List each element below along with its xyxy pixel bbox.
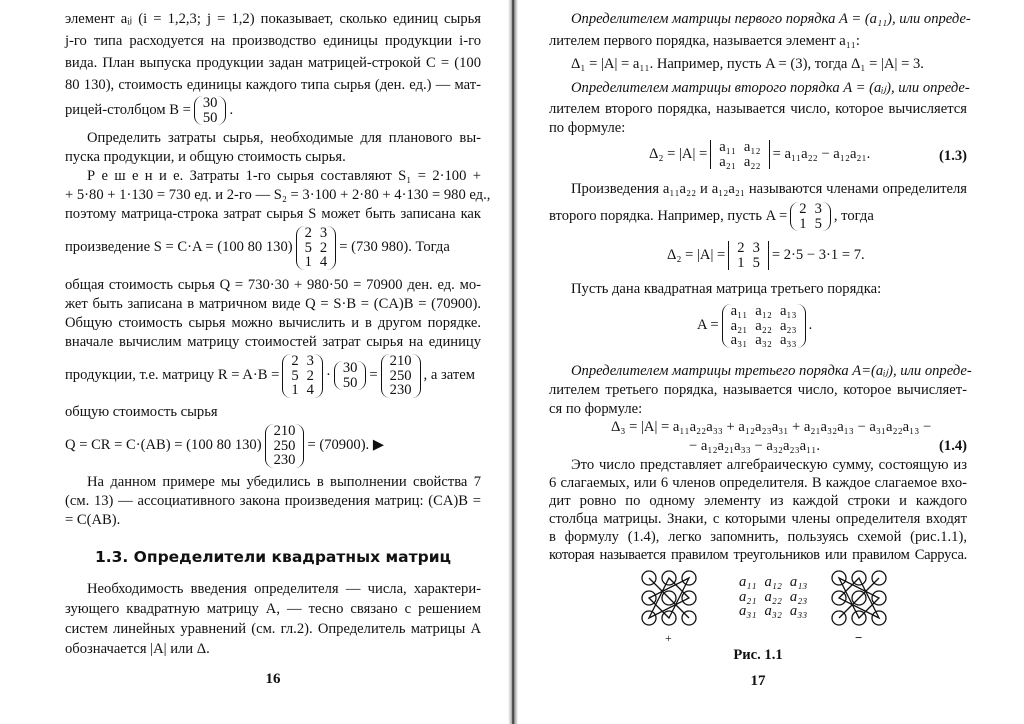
text: Δ₂ = |A| = [649, 145, 708, 162]
page-17 [549, 0, 972, 724]
matrix-cell: 3 [319, 225, 328, 241]
text-line: вначале вычислим матрицу стоимостей затрат сырья на единицу [65, 334, 481, 350]
figure-caption: Рис. 1.1 [733, 647, 783, 663]
matrix-a [296, 226, 337, 270]
matrix-column [727, 304, 752, 348]
book-spine [508, 0, 518, 724]
matrix-cell: a₃₃ [779, 332, 797, 348]
text-line: Произведения a₁₁a₂₂ и a₁₂a₂₁ называются членами определителя [571, 181, 967, 197]
page-number: 17 [750, 673, 766, 689]
text-line: + 5·80 + 1·130 = 730 ед. и 2-го — S₂ = 3·100 + 2·80 + 4·130 = 980 ед., [65, 187, 491, 203]
matrix-column [760, 575, 785, 619]
equation-number: (1.3) [939, 148, 967, 164]
text: Q = CR = C·(AB) = (100 80 130) [65, 437, 262, 454]
matrix-cell: 250 [389, 367, 412, 384]
text: = [369, 367, 378, 384]
text-line: На данном примере мы убедились в выполнении свойства 7 [87, 474, 481, 490]
matrix-a3 [722, 304, 806, 348]
matrix-cell: 210 [273, 423, 296, 439]
formula-line: Δ₃ = |A| = a₁₁a₂₂a₃₃ + a₁₂a₂₃a₃₁ + a₂₁a₃₂a₁₃ − a₃₁a₂₂a₁₃ − [611, 419, 932, 435]
matrix-cell: a₂₂ [755, 317, 772, 334]
text-line: лителем второго порядка, называется число, которое вычисляется [549, 101, 967, 117]
text-line: ся по формуле: [549, 401, 643, 417]
definition-line: Определителем матрицы третьего порядка A=(aᵢⱼ), или опреде- [571, 363, 972, 379]
text-line: 80 130), стоимость единицы каждого типа сырья (ден. ед.) — мат- [65, 77, 481, 93]
determinant-2x2 [710, 140, 769, 169]
text-line: которая называется правилом треугольников или правилом Сарруса. [549, 547, 967, 563]
matrix-cell: 3 [306, 353, 314, 369]
matrix-cell: a₂₃ [779, 317, 797, 334]
matrix-cell: 50 [342, 374, 358, 391]
text-line: лителем первого порядка, называется элемент a₁₁: [549, 33, 860, 49]
matrix-cell: a₁₁ [739, 574, 757, 590]
matrix-cell: 230 [273, 452, 296, 468]
text: Δ₂ = |A| = [667, 246, 726, 263]
matrix-cell: 2 [319, 239, 328, 256]
matrix-cell: 230 [389, 382, 412, 398]
matrix-cell: 1 [799, 215, 807, 232]
matrix-column [811, 202, 826, 231]
text: продукции, т.е. матрицу R = A·B = [65, 367, 280, 384]
text-line: в формулу (1.4), легко запомнить, пользуясь схемой (рис.1.1), [549, 529, 967, 545]
text-line: Необходимость введения определителя — числа, характери- [87, 581, 481, 597]
matrix-cell: 3 [752, 240, 760, 256]
matrix-r [265, 424, 305, 468]
matrix-column [303, 354, 318, 398]
matrix-column [751, 304, 776, 348]
matrix-cell: a₂₂ [764, 588, 782, 605]
formula-line [549, 437, 967, 455]
sarrus-matrix-elements [730, 575, 816, 619]
text-line: жет быть записана в матричном виде Q = S·B = (CA)B = (70900). [65, 296, 481, 312]
matrix-column [735, 575, 760, 619]
matrix-cell: 4 [319, 254, 328, 270]
text-line: Определить затраты сырья, необходимые для планового вы- [87, 130, 481, 146]
page-number: 16 [265, 671, 281, 687]
matrix-cell: a₁₁ [730, 303, 748, 319]
matrix-column [795, 202, 810, 231]
determinant-2x2 [728, 241, 769, 270]
formula-line [65, 424, 481, 468]
text-line: общая стоимость сырья Q = 730·30 + 980·50 = 70900 ден. ед. мо- [65, 277, 481, 293]
matrix-column [786, 575, 811, 619]
matrix-cell: 2 [306, 367, 314, 384]
matrix-a [790, 202, 831, 231]
matrix-cell: a₁₂ [755, 303, 772, 319]
matrix-cell: 210 [389, 353, 412, 369]
text-line: Общую стоимость сырья можно вычислить и в другом порядке. [65, 315, 481, 331]
matrix-cell: 30 [342, 360, 358, 377]
formula-line: A = a₁₁ a₂₁ a₃₁ a₁₂ a₂₂ a₃₂ a₁₃ a₂₃ a₃₃ . [697, 303, 813, 348]
formula-line [65, 354, 481, 398]
text-line: = C(AB). [65, 512, 121, 528]
matrix-cell: 2 [304, 225, 312, 241]
text-line: лителем третьего порядка, называется число, которое вычисляет- [549, 382, 967, 398]
text-line: общую стоимость сырья [65, 404, 218, 420]
matrix-column [339, 361, 362, 390]
matrix-cell: 1 [304, 254, 312, 270]
matrix-cell: 2 [737, 240, 745, 256]
matrix-cell: 2 [291, 353, 299, 369]
matrix-cell: 250 [273, 437, 296, 454]
matrix-a [282, 354, 323, 398]
matrix-cell: 1 [291, 382, 299, 398]
matrix-column [316, 226, 331, 270]
matrix-column [270, 424, 300, 468]
text-line: систем линейных уравнений (см. гл.2). Определитель матрицы A [65, 621, 481, 637]
text-line: вида. План выпуска продукции задан матрицей-строкой C = (100 [65, 55, 481, 71]
text: − a₁₂a₂₁a₃₃ − a₃₂a₂₃a₁₁. [689, 438, 820, 454]
text-line: столбца матрицы. Знаки, с которыми члены определителя входят [549, 511, 967, 527]
matrix-cell: 5 [291, 367, 299, 384]
text-line: Это число представляет алгебраическую сумму, состоящую из [571, 457, 967, 473]
matrix-cell: a₃₁ [730, 332, 748, 348]
matrix-cell: 3 [814, 201, 822, 217]
matrix-column [287, 354, 302, 398]
matrix-cell: a₂₁ [730, 317, 748, 334]
text-line: по формуле: [549, 120, 626, 136]
formula-line [65, 226, 481, 270]
text-line: j-го типа расходуется на производство единицы продукции i-го [65, 33, 481, 49]
matrix-cell: 5 [752, 254, 760, 271]
plus-sign: + [665, 631, 672, 645]
text: = (730 980). Тогда [339, 239, 450, 256]
matrix-cell: a₃₂ [764, 603, 782, 619]
minus-sign: − [855, 630, 863, 645]
text-line: зующего квадратную матрицу A, — тесно связано с решением [65, 601, 481, 617]
matrix-cell: a₁₂ [764, 574, 782, 590]
matrix-cell: 1 [737, 254, 745, 271]
matrix-column [386, 354, 416, 398]
sarrus-minus-scheme [832, 571, 886, 625]
text-line: Δ₁ = |A| = a₁₁. Например, пусть A = (3), тогда Δ₁ = |A| = 3. [571, 56, 924, 72]
text-line: дит ровно по одному элементу из каждой строки и каждого [549, 493, 967, 509]
matrix-column [199, 96, 222, 125]
matrix-cell: a₂₂ [743, 153, 761, 170]
formula-line: рицей-столбцом B = 30 50 . [65, 95, 234, 126]
matrix-cell: 30 [202, 95, 218, 111]
section-heading: 1.3. Определители квадратных матриц [94, 548, 452, 566]
matrix-column [715, 140, 740, 169]
matrix-cell: 5 [814, 215, 822, 232]
text: = (70900). ▶ [307, 437, 385, 454]
matrix-column [733, 241, 748, 270]
text-line: Пусть дана квадратная матрица третьего порядка: [571, 281, 882, 297]
matrix-cell: 4 [306, 382, 314, 398]
formula-line [549, 241, 967, 270]
matrix-r [381, 354, 421, 398]
text-line: 6 слагаемых, или 6 членов определителя. В каждое слагаемое вхо- [549, 475, 967, 491]
text-line: поэтому матрица-строка затрат сырья S может быть записана как [65, 206, 481, 222]
text: · [325, 367, 331, 384]
matrix-b [334, 361, 367, 390]
matrix-cell: a₃₂ [755, 332, 772, 348]
matrix-cell: 5 [304, 239, 312, 256]
matrix-column [749, 241, 764, 270]
definition-line: Определителем матрицы первого порядка A = (a₁₁), или опреде- [571, 11, 971, 27]
text: = a₁₁a₂₂ − a₁₂a₂₁. [772, 145, 871, 162]
matrix-cell: a₃₃ [789, 603, 808, 619]
text: рицей-столбцом B = [65, 101, 191, 118]
matrix-column [776, 304, 801, 348]
text-line: пуска продукции, и общую стоимость сырья. [65, 149, 346, 165]
formula-line [549, 202, 967, 231]
matrix-cell: 2 [799, 201, 807, 217]
text-line: элемент aᵢⱼ (i = 1,2,3; j = 1,2) показывает, сколько единиц сырья [65, 11, 481, 27]
matrix-column [740, 140, 765, 169]
matrix-cell: a₂₁ [739, 588, 757, 605]
text-line: обозначается |A| или Δ. [65, 641, 210, 657]
text-line: Р е ш е н и е. Затраты 1-го сырья составляют S₁ = 2·100 + [87, 168, 481, 184]
definition-line: Определителем матрицы второго порядка A = (aᵢⱼ), или опреде- [571, 80, 970, 96]
formula-1-3 [549, 140, 967, 169]
matrix-cell: a₁₃ [789, 574, 808, 590]
sarrus-plus-scheme [642, 571, 696, 625]
text: , а затем [423, 367, 475, 384]
matrix-cell: a₁₂ [743, 139, 761, 155]
matrix-cell: a₂₃ [789, 588, 808, 605]
text: произведение S = C·A = (100 80 130) [65, 239, 293, 256]
matrix-cell: a₃₁ [739, 603, 757, 619]
text: = 2·5 − 3·1 = 7. [771, 246, 865, 263]
text: , тогда [833, 207, 874, 224]
matrix-cell: a₂₁ [719, 153, 736, 170]
matrix-b [194, 96, 227, 125]
matrix-cell: a₁₃ [779, 303, 797, 319]
equation-number: (1.4) [939, 438, 967, 454]
text-line: (см. 13) — ассоциативного закона произведения матриц: (CA)B = [65, 493, 481, 509]
matrix-cell: a₁₁ [719, 139, 736, 155]
page-16 [65, 0, 491, 724]
matrix-column [301, 226, 316, 270]
matrix-cell: 50 [202, 109, 218, 126]
text: второго порядка. Например, пусть A = [549, 207, 788, 224]
text: A = [697, 317, 719, 334]
